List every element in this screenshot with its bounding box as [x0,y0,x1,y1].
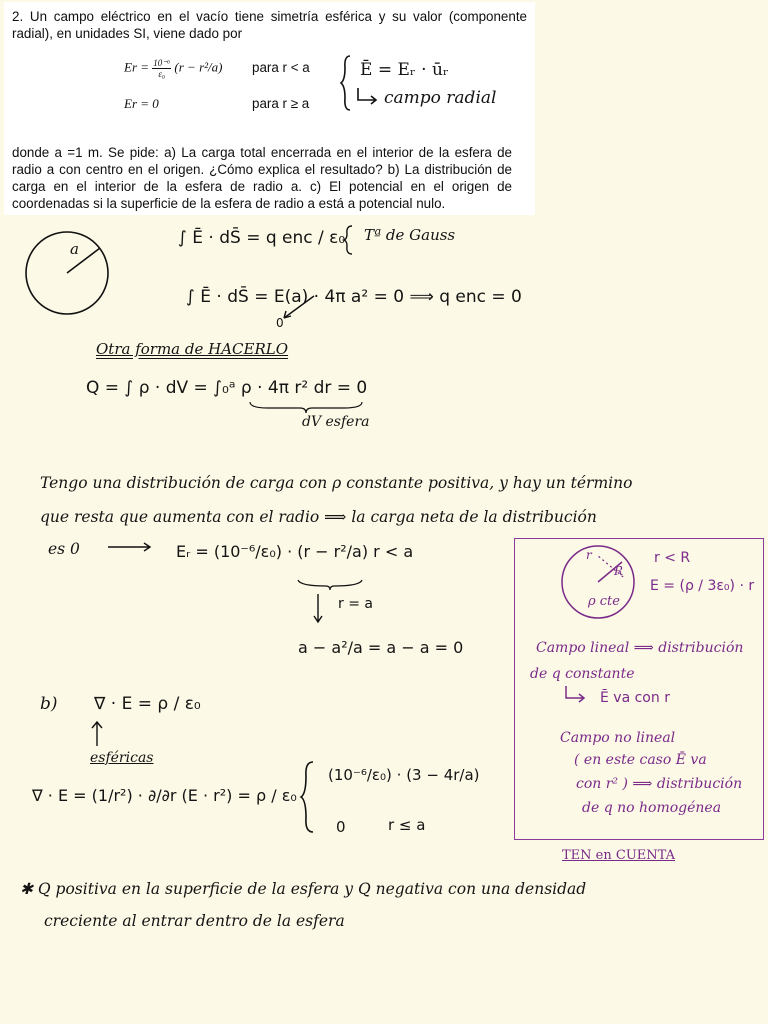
eq1-numerator: 10⁻⁶ [153,58,171,68]
box-circle-R: R [614,564,624,578]
eq1-denominator: ε₀ [158,69,166,79]
arrow-long-icon [106,540,152,554]
case-condition: r ≤ a [388,816,426,834]
field-equation-inner [124,58,222,79]
box-nonlinear-3: con r² ) ⟹ distribución [576,776,743,792]
eq1-paren: (r − r²/a) [174,59,223,75]
explanation-line-3: es 0 [48,540,80,558]
zero-annotation: 0 [276,316,284,330]
handwritten-field-vector: Ē = Eᵣ · ūᵣ [360,60,449,80]
eq2-condition: para r ≥ a [252,96,310,111]
box-linear-1: Campo lineal ⟹ distribución [536,640,744,656]
eq1-lhs: Er = [124,59,150,75]
crossed-out-arrow [280,294,320,322]
box-nonlinear-4: de q no homogénea [582,800,722,816]
problem-intro: 2. Un campo eléctrico en el vacío tiene simetría esférica y su valor (componente radial), en unidades SI, viene dado por [12,9,527,41]
r-equals-a-label: r = a [338,596,373,612]
brace-shape [340,54,354,112]
problem-questions: donde a =1 m. Se pide: a) La carga total encerrada en el interior de la esfera de radio a con centro en el origen. ¿Cómo explica el resultado? b) La distribución de carga en el interior de la esfera de radio a. c) El potencial en el origen de coordenadas si la superficie de la esfera de radio a está a potencial nulo. [12,145,512,211]
box-linear-3: Ē va con r [600,690,670,706]
box-arrow-icon [564,686,586,702]
divergence-spherical-equation: ∇ · E = (1/r²) · ∂/∂r (E · r²) = ρ / ε₀ [32,786,297,805]
otra-forma-heading: Otra forma de HACERLO [96,340,289,358]
box-nonlinear-2: ( en este caso Ē va [574,752,707,768]
dv-esfera-label: dV esfera [302,414,370,430]
part-b-label: b) [40,694,58,714]
eq2-lhs: Er = 0 [124,96,159,111]
box-r-lt-R: r < R [654,550,691,566]
explanation-line-2: que resta que aumenta con el radio ⟹ la carga neta de la distribución [40,508,597,526]
underbrace-dv [248,400,364,414]
spherical-label: esféricas [90,750,154,766]
explanation-line-1: Tengo una distribución de carga con ρ constante positiva, y hay un término [40,474,633,492]
case-inside-expression: (10⁻⁶/ε₀) · (3 − 4r/a) [328,766,480,784]
a-minus-equation: a − a²/a = a − a = 0 [298,638,464,657]
box-rho-cte: ρ cte [588,594,620,609]
eq1-condition: para r < a [252,60,310,75]
box-linear-2: de q constante [530,666,635,682]
arrow-right-icon [356,88,378,104]
gauss-brace [343,224,355,256]
radius-label: a [70,240,79,258]
gauss-result-equation: ∫ Ē · dS̄ = E(a) · 4π a² = 0 ⟹ q enc = 0 [186,287,522,307]
footnote-line-2: creciente al entrar dentro de la esfera [44,912,345,930]
arrow-up-icon [90,720,104,748]
box-e-formula: E = (ρ / 3ε₀) · r [650,578,755,594]
footnote-line-1: ✱ Q positiva en la superficie de la esfera y Q negativa con una densidad [20,880,587,898]
gauss-law-equation: ∫ Ē · dS̄ = q enc / ε₀ [178,228,346,248]
box-nonlinear-1: Campo no lineal [560,730,676,746]
cases-brace [300,760,316,834]
handwritten-campo-radial: campo radial [384,88,497,108]
charge-integral-equation: Q = ∫ ρ · dV = ∫₀ᵃ ρ · 4π r² dr = 0 [86,378,368,398]
gauss-theorem-label: Tª de Gauss [364,226,456,244]
box-circle-r: r [586,548,592,562]
sphere-diagram [24,230,110,316]
eq1-fraction [152,58,171,79]
ten-en-cuenta-label: TEN en CUENTA [562,848,675,863]
field-expression: Eᵣ = (10⁻⁶/ε₀) · (r − r²/a) r < a [176,542,414,561]
divergence-equation: ∇ · E = ρ / ε₀ [94,694,201,714]
case-zero-value: 0 [336,818,346,836]
